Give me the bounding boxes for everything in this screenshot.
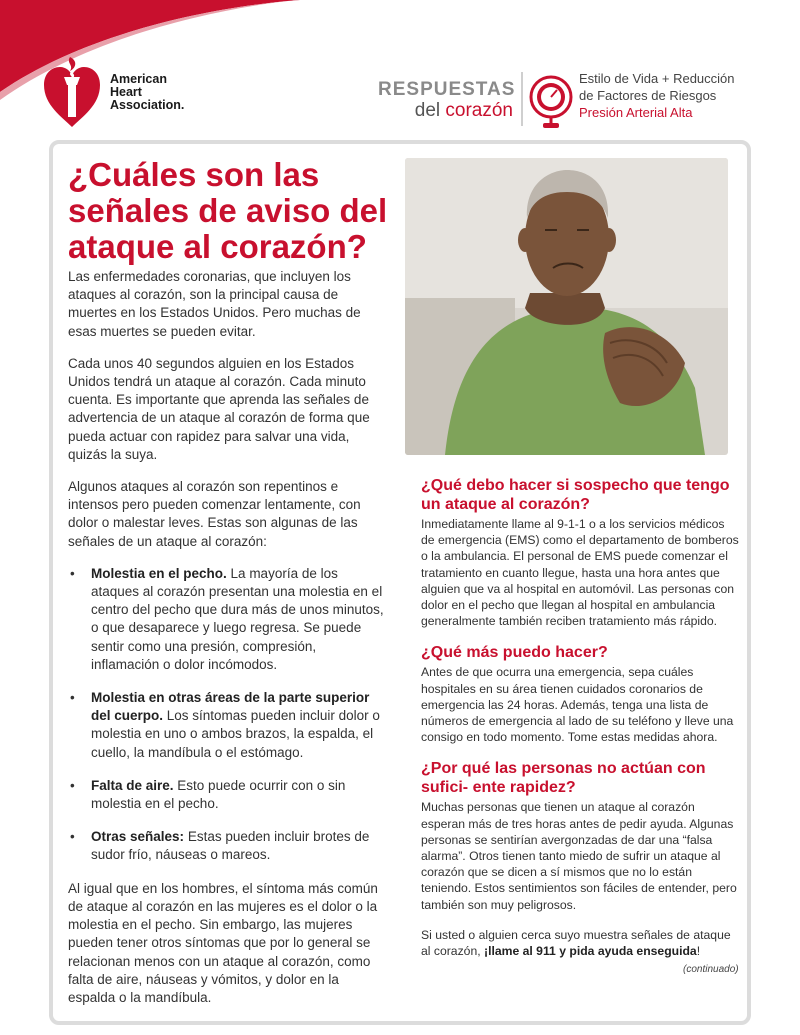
section-body: Muchas personas que tienen un ataque al corazón esperan más de tres horas antes de pedir ayuda. Algunas personas se sentirían avergonzadas de dar una “falsa alarma”. Otros tienen tanto miedo de sufrir un ataque al corazón que se dicen a sí mismos que no lo están teniendo. Estos sentimientos son fáciles de entender, pero también son muy peligrosos.	[421, 800, 737, 912]
call-911-text: Si usted o alguien cerca suyo muestra señales de ataque al corazón,	[421, 927, 731, 959]
section-what-else	[421, 643, 741, 745]
list-item	[68, 777, 386, 813]
logo-line: Heart	[110, 84, 142, 99]
topic-line-2: de Factores de Riesgos	[579, 88, 717, 103]
section-why-not-act	[421, 759, 741, 912]
continued-note: (continuado)	[683, 964, 739, 975]
logo-line: Association.	[110, 97, 185, 112]
section-body: Inmediatamente llame al 9-1-1 o a los servicios médicos de emergencia (EMS) como el departamento de bomberos o la ambulancia. El personal de EMS puede comenzar el tratamiento en cuanto llegue, hasta una hora antes que alguien que va al hospital en automóvil. Las personas con dolor en el pecho que llegan al hospital en ambulancia generalmente también reciben tratamiento más rápido.	[421, 517, 739, 629]
series-line-2	[378, 100, 513, 122]
header-divider	[521, 72, 523, 126]
series-line-1: RESPUESTAS	[378, 79, 516, 100]
intro-paragraph: Las enfermedades coronarias, que incluyen los ataques al corazón, son la principal causa de muertes en los Estados Unidos. Pero muchas de esas muertes se pueden evitar.	[68, 269, 361, 339]
blood-pressure-gauge-icon	[529, 72, 573, 130]
bullet: •	[70, 829, 75, 845]
series-line-2b: corazón	[445, 100, 513, 121]
bullet: •	[70, 690, 75, 706]
list-item-text: Estas pueden incluir brotes de sudor frío, náuseas o mareos.	[91, 829, 370, 863]
list-item-heading: Otras señales:	[91, 829, 185, 845]
logo-wordmark	[110, 73, 184, 112]
list-item	[68, 689, 386, 762]
older-man-hands-on-chest-photo	[405, 158, 728, 455]
topic-block	[579, 70, 735, 121]
list-item	[68, 828, 386, 864]
signs-intro-paragraph: Algunos ataques al corazón son repentinos e intensos pero pueden comenzar lentamente, con dolor o malestar leves. Estas son algunas de las señales de un ataque al corazón:	[68, 479, 361, 549]
logo-line: American	[110, 71, 167, 86]
bullet: •	[70, 565, 75, 581]
section-heading: ¿Por qué las personas no actúan con sufici- ente rapidez?	[421, 760, 706, 797]
call-911-end: !	[696, 944, 701, 959]
women-symptoms-paragraph: Al igual que en los hombres, el síntoma más común de ataque al corazón en las mujeres es el dolor o la molestia en el pecho. Sin embargo, las mujeres pueden tener otros síntomas que por lo general se relacionan menos con un ataque al corazón, como falta de aire, náuseas y vómitos, y dolor en la espalda o la mandíbula.	[68, 880, 378, 1005]
section-body: Antes de que ocurra una emergencia, sepa cuáles hospitales en su área tienen cuidados coronarios de emergencia las 24 horas. Además, tenga una lista de números de emergencia al lado de su teléfono y lleve una consigo en todo momento. Tome estas medidas ahora.	[421, 665, 734, 745]
topic-line-3: Presión Arterial Alta	[579, 105, 693, 120]
page-title: ¿Cuáles son las señales de aviso del ataque al corazón?	[68, 156, 388, 265]
topic-line-1: Estilo de Vida + Reducción	[579, 71, 735, 86]
right-column	[421, 476, 741, 959]
left-column	[68, 268, 386, 1021]
list-item-heading: Falta de aire.	[91, 777, 174, 793]
list-item-text: La mayoría de los ataques al corazón presentan una molestia en el centro del pecho que dura más de unos minutos, o que desaparece y luego regresa. Se puede sentir como una presión, compresión, inflamación o dolor incómodos.	[91, 565, 384, 672]
call-911-paragraph	[421, 927, 741, 959]
list-item-text: Esto puede ocurrir con o sin molestia en el pecho.	[91, 777, 346, 812]
list-item-heading: Molestia en otras áreas de la parte superior del cuerpo.	[91, 690, 370, 724]
section-heading: ¿Qué más puedo hacer?	[421, 644, 608, 662]
aha-logo[interactable]	[40, 52, 200, 132]
section-heading: ¿Qué debo hacer si sospecho que tengo un ataque al corazón?	[421, 477, 730, 513]
call-911-emphasis: ¡llame al 911 y pida ayuda enseguida	[484, 944, 697, 959]
warning-signs-list	[68, 565, 386, 865]
series-line-2a: del	[414, 100, 446, 121]
section-what-to-do	[421, 476, 741, 629]
stats-paragraph: Cada unos 40 segundos alguien en los Estados Unidos tendrá un ataque al corazón. Cada minuto cuenta. Es importante que aprenda las señales de advertencia de un ataque al corazón de forma que pueda actuar con rapidez para salvar una vida, quizás la suya.	[68, 355, 370, 462]
list-item-text: Los síntomas pueden incluir dolor o molestia en uno o ambos brazos, la espalda, el cuello, la mandíbula o el estómago.	[91, 708, 380, 760]
heart-torch-logo-icon	[40, 55, 104, 129]
bullet: •	[70, 777, 75, 793]
list-item-heading: Molestia en el pecho.	[91, 565, 227, 581]
series-title	[378, 79, 516, 122]
list-item	[68, 565, 386, 674]
